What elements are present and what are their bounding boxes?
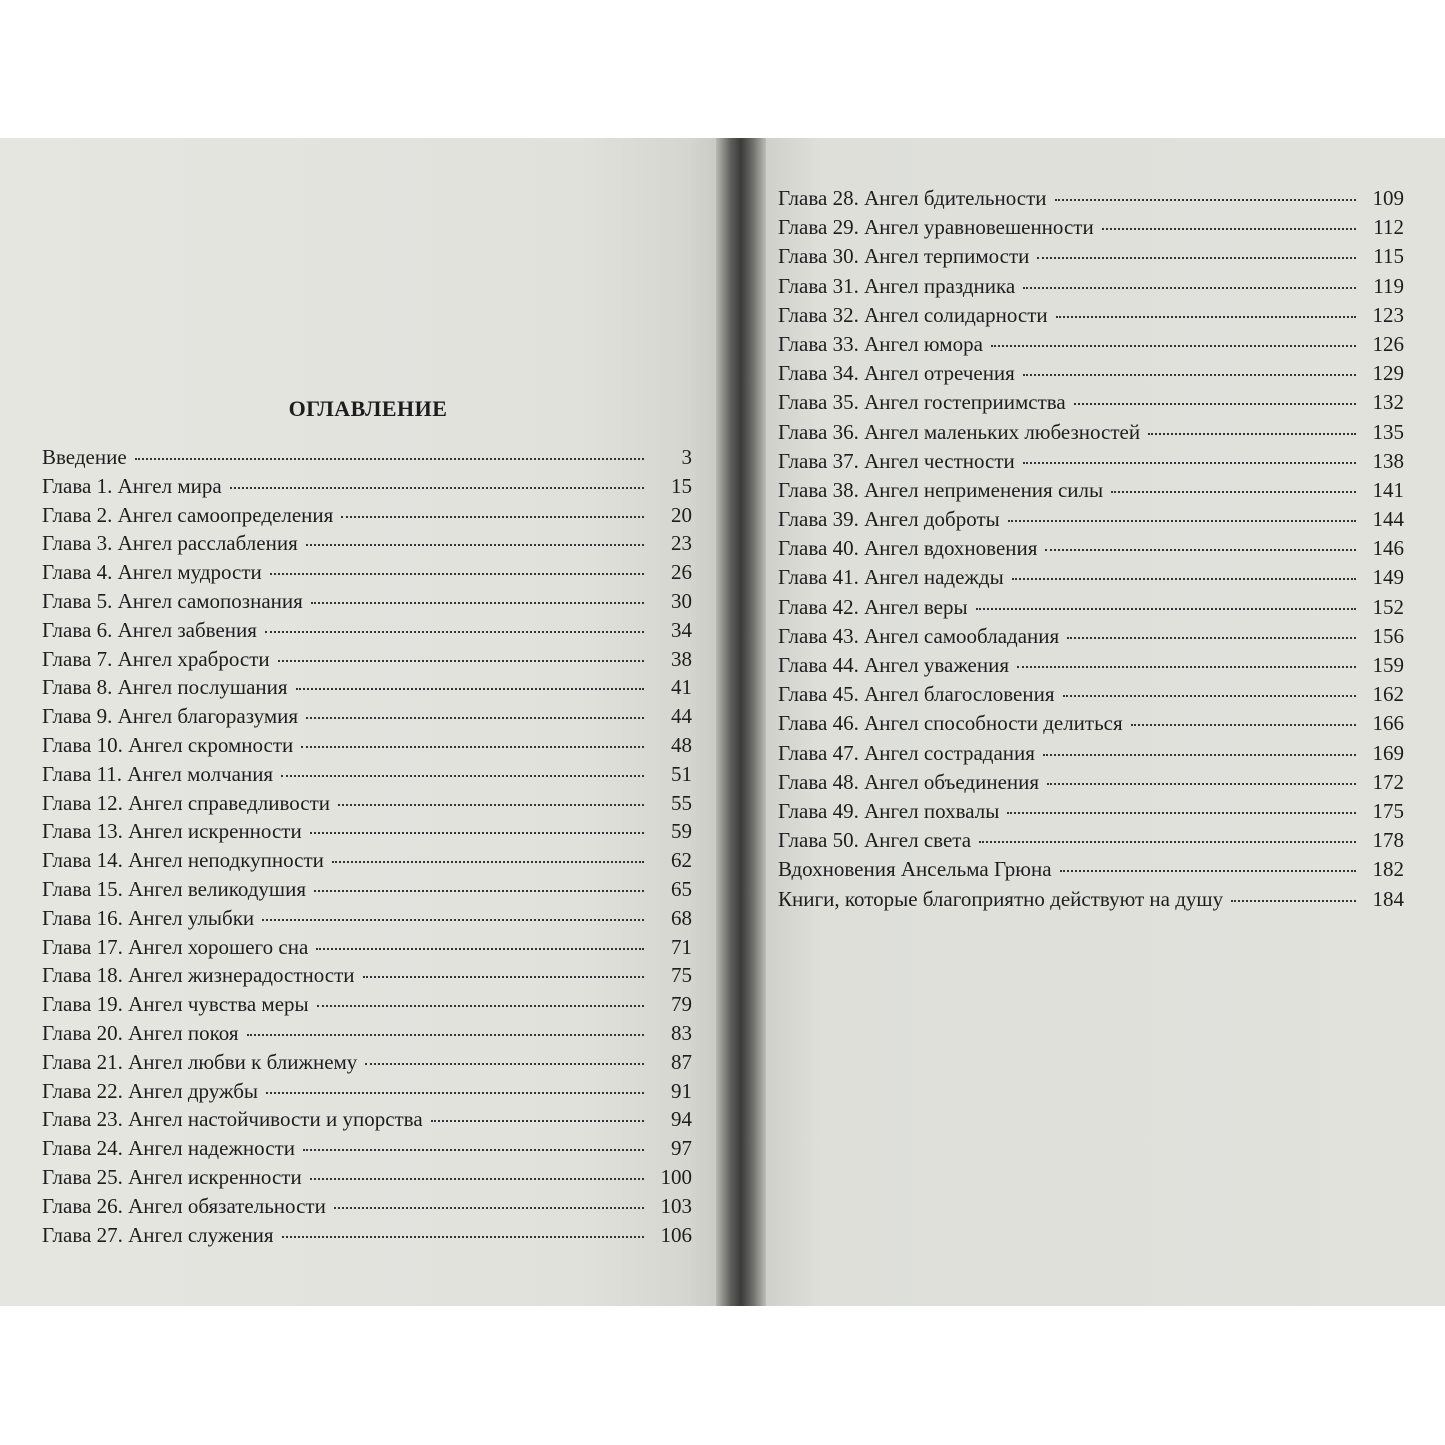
toc-entry-page-number: 132 [1372,390,1404,415]
toc-entry [42,731,692,760]
toc-entry-page-number: 126 [1372,331,1404,356]
toc-entry [778,768,1404,797]
toc-entry-label: Глава 21. Ангел любви к ближнему [42,1049,358,1074]
toc-entry-label: Глава 50. Ангел света [778,828,972,853]
toc-entry-page-number: 172 [1372,769,1404,794]
toc-entry [778,272,1404,301]
toc-entry [42,933,692,962]
toc-entry-page-number: 38 [671,646,692,671]
toc-entry-label: Глава 23. Ангел настойчивости и упорства [42,1107,423,1132]
toc-entry-label: Глава 34. Ангел отречения [778,361,1015,386]
dot-leader [281,774,644,777]
toc-entry-page-number: 162 [1372,682,1404,707]
toc-entry-page-number: 144 [1372,507,1404,532]
dot-leader [1047,782,1356,785]
toc-entry [42,904,692,933]
dot-leader [338,803,644,806]
toc-entry [42,1048,692,1077]
toc-entry-label: Глава 46. Ангел способности делиться [778,711,1123,736]
toc-entry-page-number: 146 [1372,536,1404,561]
toc-entry-page-number: 182 [1372,857,1404,882]
toc-entry [778,330,1404,359]
dot-leader [282,1235,644,1238]
toc-entry-page-number: 55 [671,790,692,815]
toc-entry [42,472,692,501]
toc-entry-page-number: 159 [1372,653,1404,677]
toc-entry-label: Глава 11. Ангел молчания [42,761,274,786]
toc-entry [42,1105,692,1134]
dot-leader [314,889,644,892]
toc-entry [778,301,1404,330]
dot-leader [1007,811,1356,814]
dot-leader [1037,256,1356,259]
dot-leader [976,607,1356,610]
toc-entry-label: Глава 41. Ангел надежды [778,565,1004,590]
toc-entry [778,359,1404,388]
dot-leader [1023,373,1356,376]
toc-entry-page-number: 129 [1372,361,1404,386]
toc-entry-page-number: 97 [671,1136,692,1161]
toc-entry-label: Глава 22. Ангел дружбы [42,1078,259,1103]
dot-leader [431,1119,644,1122]
toc-entry [42,760,692,789]
dot-leader [979,840,1356,843]
dot-leader [135,457,644,460]
toc-entry-label: Глава 49. Ангел похвалы [778,798,1000,823]
toc-entry [42,875,692,904]
dot-leader [1102,227,1356,230]
toc-entry-page-number: 75 [671,963,692,988]
toc-entry-page-number: 79 [671,992,692,1017]
toc-entry-page-number: 115 [1373,244,1404,269]
toc-entry [778,534,1404,563]
toc-entry-page-number: 87 [671,1049,692,1074]
toc-entry-page-number: 156 [1372,623,1404,648]
toc-entry-label: Глава 5. Ангел самопознания [42,588,303,613]
toc-entry-page-number: 15 [671,473,692,498]
toc-entry-page-number: 62 [671,848,692,873]
dot-leader [296,687,644,690]
toc-entry-page-number: 109 [1372,186,1404,210]
toc-entry-label: Глава 13. Ангел искренности [42,819,302,844]
toc-entry [778,797,1404,826]
toc-entry-page-number: 184 [1372,886,1404,911]
toc-entry-page-number: 119 [1373,273,1404,298]
toc-entry-label: Глава 16. Ангел улыбки [42,905,255,930]
toc-entry-label: Глава 20. Ангел покоя [42,1020,239,1045]
toc-entry-page-number: 48 [671,732,692,757]
toc-entry [778,184,1404,213]
dot-leader [1148,432,1356,435]
dot-leader [310,831,644,834]
toc-entry-label: Книги, которые благоприятно действуют на душу [778,886,1224,911]
book-spread [0,138,1445,1306]
toc-entry [42,501,692,530]
toc-entry-label: Глава 3. Ангел расслабления [42,531,298,556]
toc-entry-label: Глава 6. Ангел забвения [42,617,257,642]
toc-entry-label: Глава 2. Ангел самоопределения [42,502,334,527]
dot-leader [303,1148,644,1151]
dot-leader [316,947,644,950]
toc-entry-page-number: 23 [671,531,692,556]
toc-entry [778,651,1404,680]
dot-leader [270,572,644,575]
dot-leader [1017,665,1356,668]
toc-entry [778,505,1404,534]
toc-entry-label: Глава 40. Ангел вдохновения [778,536,1038,561]
toc-entry-page-number: 152 [1372,594,1404,619]
toc-entry-label: Глава 8. Ангел послушания [42,675,288,700]
dot-leader [332,860,644,863]
toc-entry [778,563,1404,592]
dot-leader [1023,286,1356,289]
toc-entry [42,1134,692,1163]
toc-entry [42,616,692,645]
toc-entry-page-number: 94 [671,1107,692,1132]
toc-entry-page-number: 149 [1372,565,1404,590]
toc-entry-label: Глава 26. Ангел обязательности [42,1193,326,1218]
toc-entry [778,739,1404,768]
toc-entry-page-number: 178 [1372,828,1404,853]
dot-leader [1067,636,1356,639]
toc-entry-page-number: 51 [671,761,692,786]
toc-entry-label: Глава 47. Ангел сострадания [778,740,1035,765]
toc-entry [778,826,1404,855]
toc-entry-label: Вдохновения Ансельма Грюна [778,857,1052,882]
toc-entry-label: Глава 36. Ангел маленьких любезностей [778,419,1141,444]
dot-leader [266,1091,644,1094]
toc-entry-label: Глава 37. Ангел честности [778,448,1015,473]
toc-entry-page-number: 83 [671,1020,692,1045]
toc-entry [778,388,1404,417]
toc-entry-label: Глава 35. Ангел гостеприимства [778,390,1066,415]
toc-entry-page-number: 30 [671,588,692,613]
toc-entry [778,447,1404,476]
toc-entry-page-number: 100 [660,1164,692,1189]
toc-entry [42,817,692,846]
dot-leader [310,1177,644,1180]
dot-leader [1055,198,1357,201]
toc-entry [42,961,692,990]
toc-entry-label: Глава 30. Ангел терпимости [778,244,1030,269]
dot-leader [1043,753,1356,756]
toc-entry-label: Глава 15. Ангел великодушия [42,876,306,901]
dot-leader [991,344,1356,347]
toc-entry [778,885,1404,914]
toc-list-left [42,443,692,1249]
toc-entry-page-number: 166 [1372,711,1404,736]
toc-entry [42,673,692,702]
toc-entry-label: Глава 44. Ангел уважения [778,653,1010,677]
toc-entry-page-number: 71 [671,934,692,959]
toc-entry-label: Глава 32. Ангел солидарности [778,302,1048,327]
toc-entry-page-number: 34 [671,617,692,642]
toc-entry-page-number: 20 [671,502,692,527]
toc-entry [42,645,692,674]
dot-leader [230,486,644,489]
toc-entry-label: Глава 29. Ангел уравновешенности [778,215,1094,240]
toc-entry-page-number: 3 [681,445,692,469]
toc-entry [42,702,692,731]
dot-leader [317,1004,644,1007]
dot-leader [306,543,644,546]
toc-entry [42,1163,692,1192]
toc-entry-label: Глава 9. Ангел благоразумия [42,704,298,729]
dot-leader [1131,723,1356,726]
toc-entry-label: Глава 45. Ангел благословения [778,682,1055,707]
toc-entry [42,443,692,472]
toc-entry [42,587,692,616]
toc-entry-page-number: 123 [1372,302,1404,327]
toc-entry-page-number: 103 [660,1193,692,1218]
toc-entry [778,855,1404,884]
toc-entry-label: Глава 28. Ангел бдительности [778,186,1047,210]
toc-entry [42,846,692,875]
toc-entry-page-number: 112 [1373,215,1404,240]
dot-leader [1063,694,1357,697]
dot-leader [1045,548,1356,551]
dot-leader [1111,490,1356,493]
toc-entry-label: Глава 17. Ангел хорошего сна [42,934,309,959]
toc-entry-label: Глава 42. Ангел веры [778,594,968,619]
toc-entry [42,1077,692,1106]
toc-entry-label: Глава 33. Ангел юмора [778,331,983,356]
dot-leader [363,975,645,978]
toc-entry-label: Глава 25. Ангел искренности [42,1164,302,1189]
book-gutter [716,138,766,1306]
dot-leader [1060,869,1356,872]
toc-entry-label: Глава 24. Ангел надежности [42,1136,295,1161]
toc-entry-page-number: 26 [671,560,692,585]
toc-entry-page-number: 138 [1372,448,1404,473]
toc-entry-label: Глава 43. Ангел самообладания [778,623,1060,648]
dot-leader [1023,461,1356,464]
dot-leader [1012,577,1356,580]
toc-list-right [778,184,1404,914]
toc-entry [778,213,1404,242]
toc-entry [778,622,1404,651]
dot-leader [247,1033,645,1036]
toc-entry-page-number: 65 [671,876,692,901]
dot-leader [262,918,644,921]
toc-entry-page-number: 175 [1372,798,1404,823]
toc-entry-page-number: 41 [671,675,692,700]
toc-entry-label: Глава 31. Ангел праздника [778,273,1016,298]
toc-entry-page-number: 44 [671,704,692,729]
dot-leader [334,1206,644,1209]
toc-entry-page-number: 169 [1372,740,1404,765]
toc-entry-page-number: 91 [671,1078,692,1103]
toc-entry [778,242,1404,271]
toc-entry-label: Глава 19. Ангел чувства меры [42,992,309,1017]
dot-leader [265,630,644,633]
toc-entry-label: Глава 18. Ангел жизнерадостности [42,963,355,988]
toc-entry [42,789,692,818]
toc-entry [42,529,692,558]
toc-entry-label: Глава 39. Ангел доброты [778,507,1000,532]
toc-entry [778,709,1404,738]
dot-leader [1074,402,1356,405]
toc-entry-page-number: 135 [1372,419,1404,444]
toc-entry [42,558,692,587]
toc-entry-label: Глава 48. Ангел объединения [778,769,1040,794]
dot-leader [301,745,644,748]
toc-entry [778,680,1404,709]
toc-entry [778,593,1404,622]
dot-leader [278,659,644,662]
dot-leader [341,515,644,518]
toc-entry [42,1192,692,1221]
toc-entry-page-number: 59 [671,819,692,844]
toc-entry-label: Глава 4. Ангел мудрости [42,560,262,585]
toc-entry-label: Введение [42,445,127,469]
toc-entry [42,1221,692,1250]
toc-entry-label: Глава 7. Ангел храбрости [42,646,270,671]
dot-leader [306,716,644,719]
toc-entry [778,476,1404,505]
toc-entry-label: Глава 12. Ангел справедливости [42,790,331,815]
dot-leader [1008,519,1356,522]
toc-entry-label: Глава 1. Ангел мира [42,473,222,498]
toc-entry-label: Глава 10. Ангел скромности [42,732,294,757]
toc-entry [778,418,1404,447]
toc-entry-label: Глава 27. Ангел служения [42,1222,274,1247]
dot-leader [1056,315,1356,318]
toc-entry-page-number: 68 [671,905,692,930]
toc-entry-label: Глава 14. Ангел неподкупности [42,848,324,873]
toc-entry-page-number: 141 [1372,477,1404,502]
dot-leader [311,601,644,604]
toc-entry [42,1019,692,1048]
dot-leader [1231,899,1356,902]
toc-entry-page-number: 106 [660,1222,692,1247]
toc-entry [42,990,692,1019]
dot-leader [365,1062,644,1065]
toc-entry-label: Глава 38. Ангел неприменения силы [778,477,1104,502]
toc-title: ОГЛАВЛЕНИЕ [288,396,448,421]
